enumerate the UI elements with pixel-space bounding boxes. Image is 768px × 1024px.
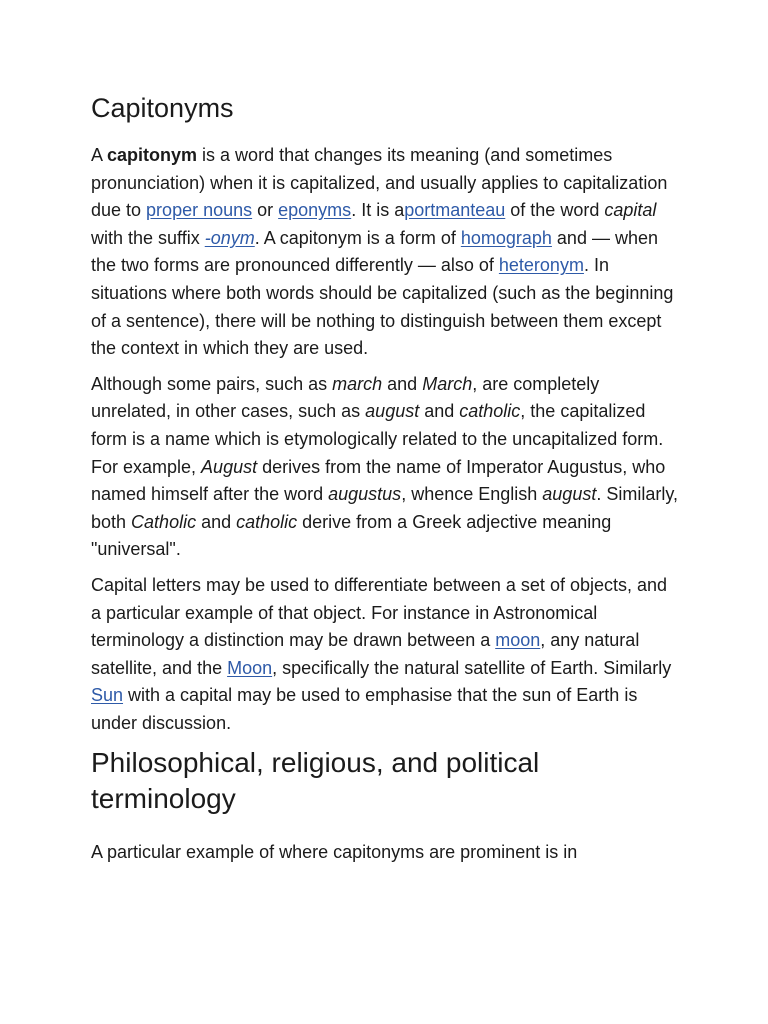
italic-word: august (365, 401, 420, 422)
text: with the suffix (91, 227, 205, 248)
text: , whence English (401, 484, 543, 505)
text: and (419, 401, 460, 422)
italic-word: catholic (236, 511, 298, 532)
italic-word: Catholic (131, 511, 197, 532)
text: A particular example of where capitonyms are prominent is in (91, 842, 578, 863)
italic-word: capital (604, 200, 657, 221)
text: , any natural satellite, and the (91, 630, 640, 678)
text: Capital letters may be used to differentiate between a set of objects, and a particular example of that object. For instance in Astronomical terminology a distinction may be drawn between a (91, 574, 668, 651)
text: and — when the two forms are pronounced differently — also of (91, 227, 658, 276)
paragraph-examples (91, 371, 678, 564)
italic-word: march (332, 373, 383, 394)
link-proper-nouns[interactable]: proper nouns (146, 200, 253, 221)
text: and (382, 373, 423, 394)
italic-word: august (542, 484, 597, 505)
text: . Similarly, both (91, 484, 678, 532)
text: , specifically the natural satellite of Earth. Similarly (272, 657, 672, 678)
text: Although some pairs, such as (91, 373, 333, 394)
text: or (252, 200, 279, 221)
text: is a word that changes its meaning (and sometimes pronunciation) when it is capitalized, and usually applies to capitalization due to (91, 145, 668, 221)
text: derives from the name of Imperator Augustus, who named himself after the word (91, 456, 666, 505)
link-onym[interactable] (205, 228, 255, 248)
italic-word: August (201, 456, 258, 477)
text: , are completely unrelated, in other cases, such as (91, 373, 600, 422)
link-moon-capital[interactable]: Moon (227, 657, 273, 678)
text: derive from a Greek adjective meaning "universal". (91, 511, 612, 560)
text: of the word (505, 200, 605, 221)
text: . A capitonym is a form of (254, 227, 461, 248)
link-eponyms[interactable]: eponyms (278, 200, 352, 221)
italic-word: March (422, 373, 473, 394)
paragraph-astronomy (91, 572, 678, 738)
paragraph-philosophical (91, 839, 678, 867)
link-moon[interactable]: moon (495, 630, 541, 651)
bold-term: capitonym (107, 145, 198, 165)
link-heteronym[interactable]: heteronym (498, 255, 584, 276)
italic-word: augustus (328, 484, 402, 505)
italic-word: catholic (459, 401, 521, 422)
paragraph-intro (91, 142, 678, 363)
section-heading: Philosophical, religious, and political terminology (91, 747, 540, 815)
link-sun[interactable]: Sun (91, 685, 124, 706)
text: and (196, 511, 237, 532)
link-homograph[interactable]: homograph (460, 227, 552, 248)
link-portmanteau[interactable]: portmanteau (404, 200, 506, 221)
italic-word: -onym (204, 227, 255, 248)
page-title: Capitonyms (91, 93, 234, 123)
text: . In situations where both words should be capitalized (such as the beginning of a sentence), there will be nothing to distinguish between them except the context in which they are used. (91, 255, 674, 359)
text: A (91, 145, 108, 165)
text: . It is a (351, 200, 405, 221)
text: , the capitalized form is a name which is etymologically related to the uncapitalized form. For example, (91, 401, 664, 477)
text: with a capital may be used to emphasise that the sun of Earth is under discussion. (91, 685, 638, 733)
